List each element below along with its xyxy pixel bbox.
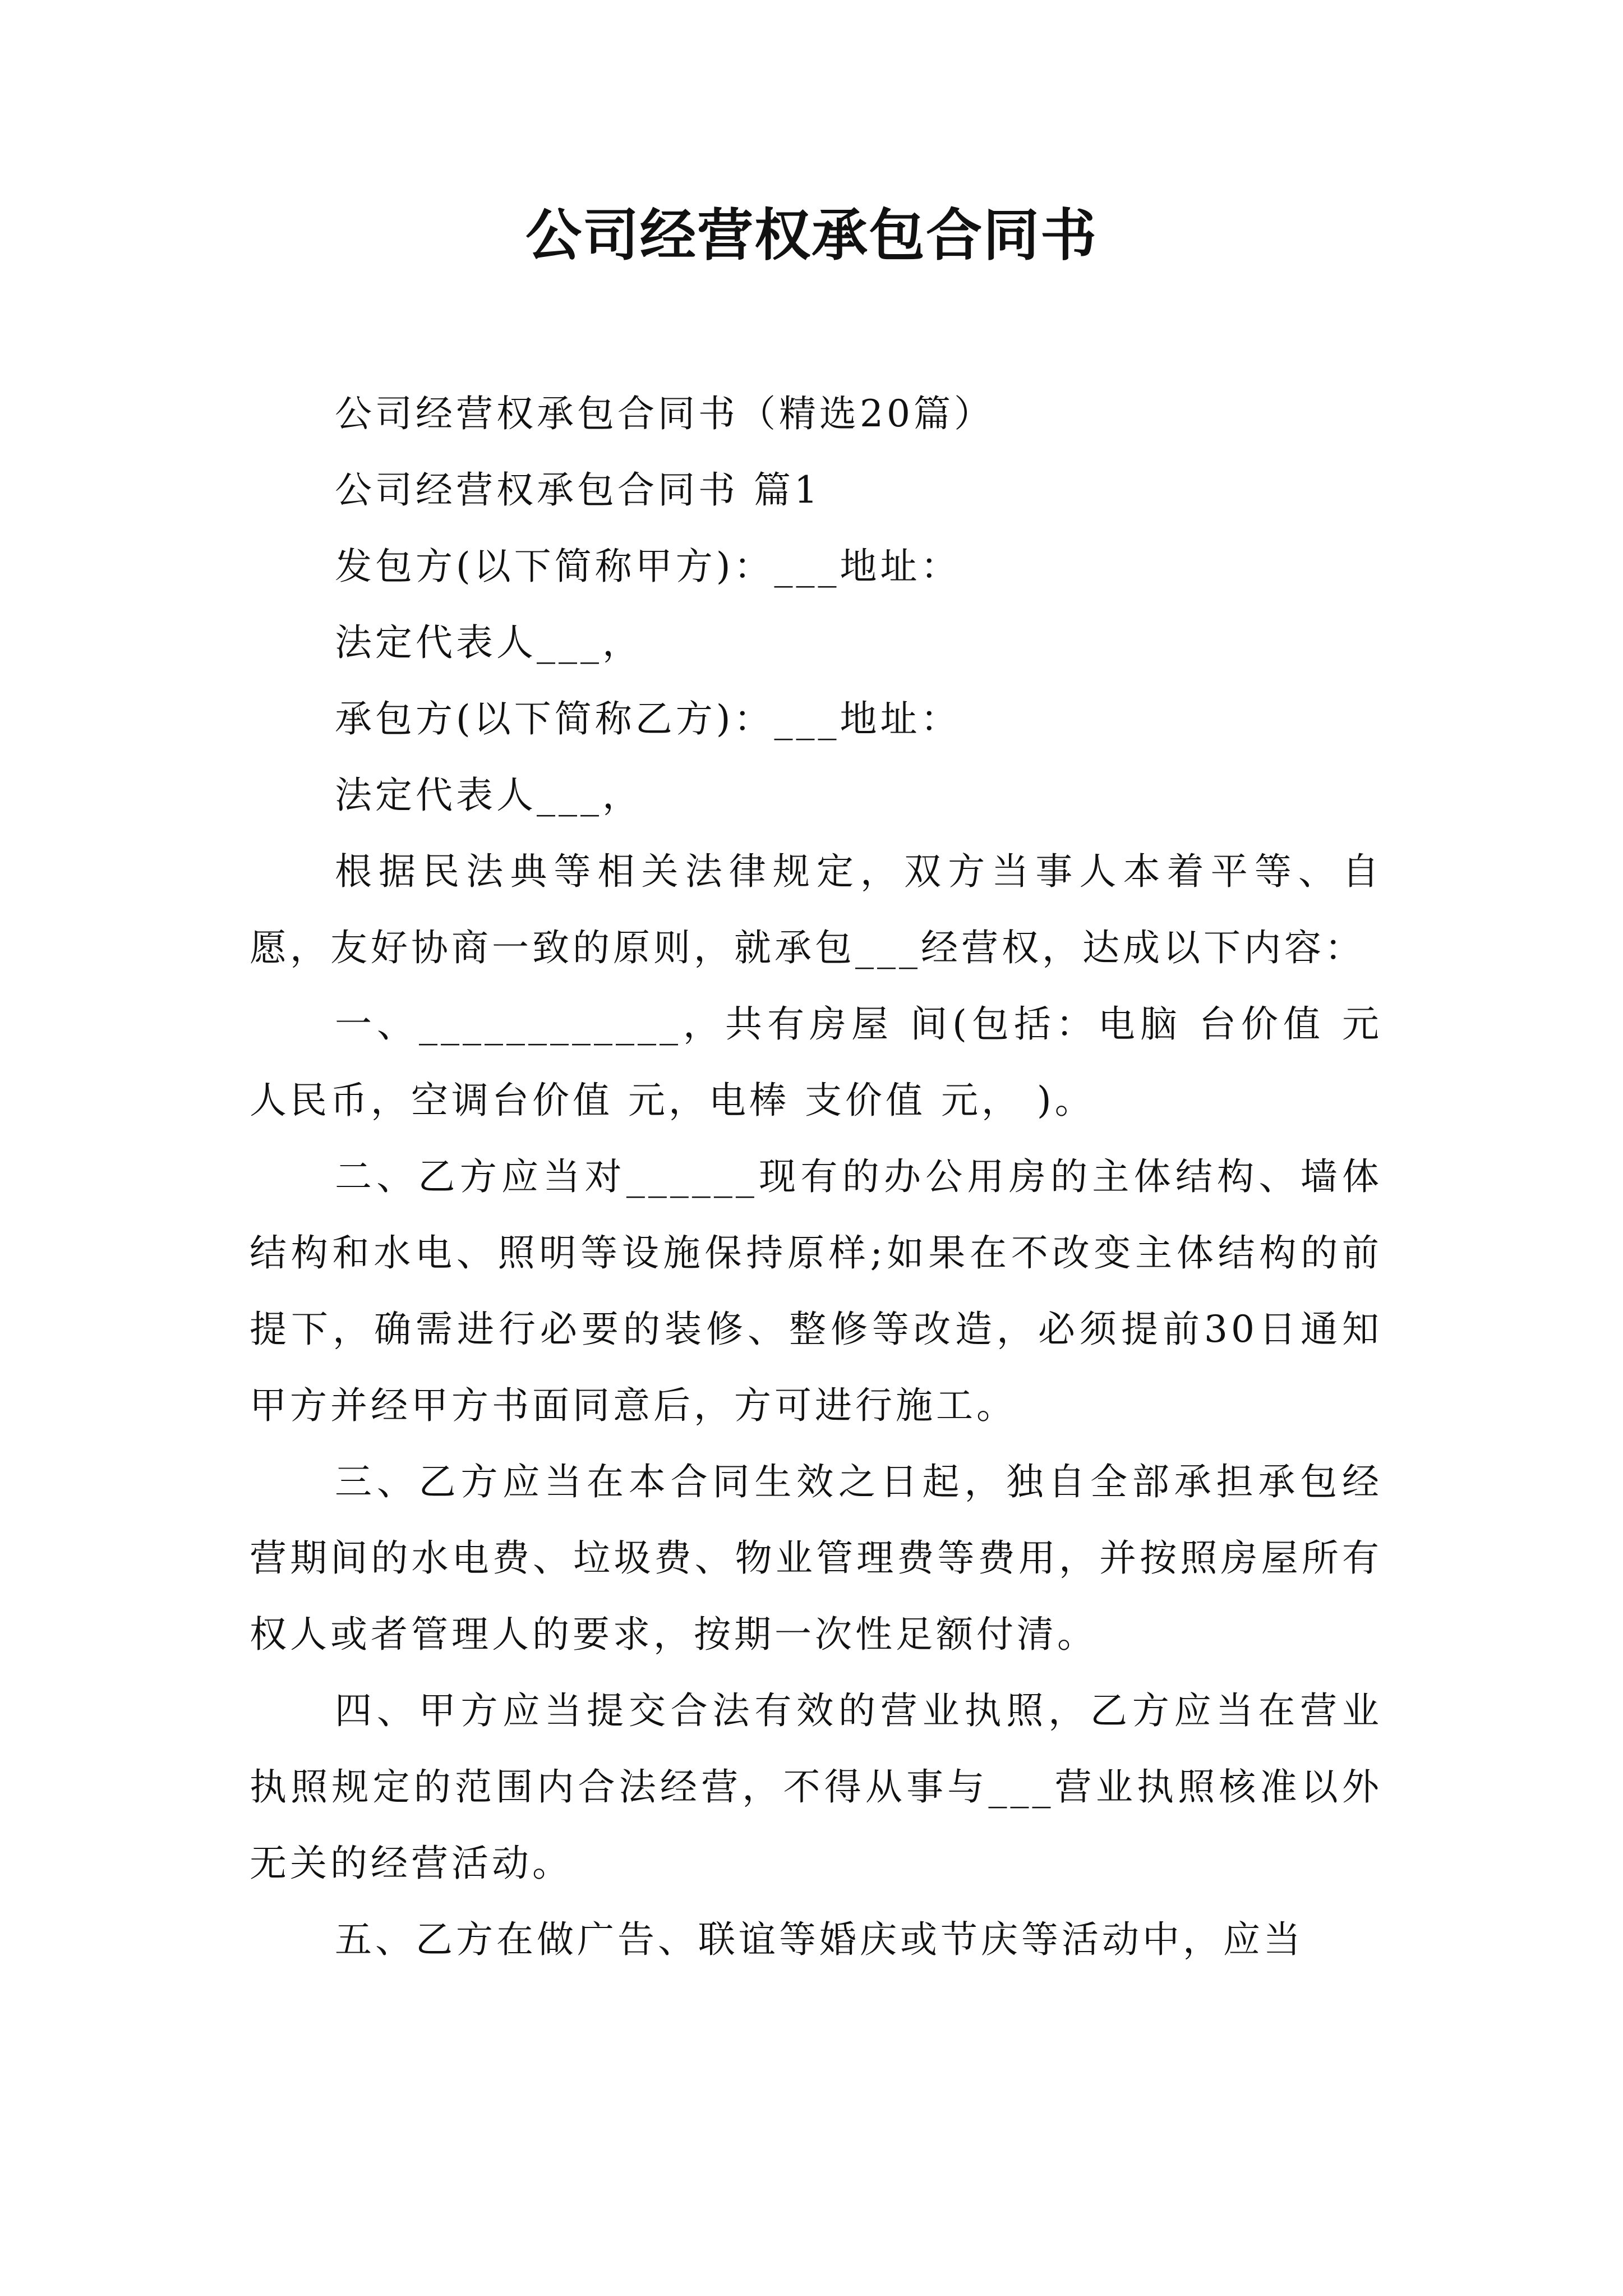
- clause-3: 三、乙方应当在本合同生效之日起，独自全部承担承包经营期间的水电费、垃圾费、物业管理费等费用，并按照房屋所有权人或者管理人的要求，按期一次性足额付清。: [250, 1460, 1382, 1656]
- document-title: 公司经营权承包合同书: [525, 203, 1098, 268]
- section-heading: 公司经营权承包合同书 篇1: [335, 468, 821, 512]
- preamble-paragraph: 根据民法典等相关法律规定，双方当事人本着平等、自愿，友好协商一致的原则，就承包___经营权，达成以下内容：: [250, 850, 1382, 969]
- document-body: [250, 376, 1382, 1978]
- clause-1: 一、____________，共有房屋 间(包括：电脑 台价值 元人民币，空调台价值 元，电棒 支价值 元， )。: [250, 1002, 1382, 1122]
- clause-5: 五、乙方在做广告、联谊等婚庆或节庆等活动中，应当: [335, 1918, 1304, 1961]
- subtitle-line: 公司经营权承包合同书（精选20篇）: [335, 392, 994, 435]
- party-b-representative: 法定代表人___，: [335, 774, 643, 817]
- clause-2: 二、乙方应当对______现有的办公用房的主体结构、墙体结构和水电、照明等设施保持原样;如果在不改变主体结构的前提下，确需进行必要的装修、整修等改造，必须提前30日通知甲方并经甲方书面同意后，方可进行施工。: [250, 1155, 1382, 1427]
- clause-4: 四、甲方应当提交合法有效的营业执照，乙方应当在营业执照规定的范围内合法经营，不得从事与___营业执照核准以外无关的经营活动。: [250, 1689, 1382, 1885]
- party-a-representative: 法定代表人___，: [335, 621, 643, 664]
- party-a-line: 发包方(以下简称甲方)：___地址：: [335, 545, 961, 588]
- party-b-line: 承包方(以下简称乙方)：___地址：: [335, 697, 961, 740]
